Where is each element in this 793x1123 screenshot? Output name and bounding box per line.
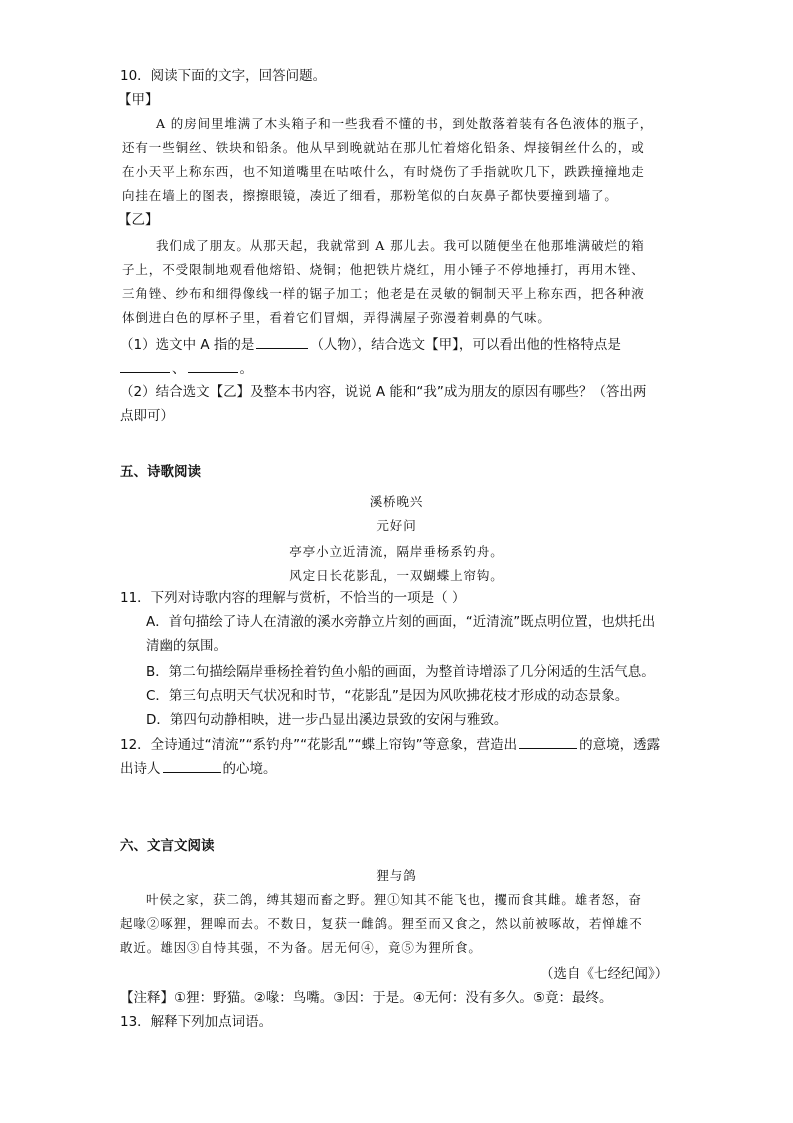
answer-blank-trait-2[interactable] (188, 358, 238, 373)
source-citation: （选自《七经纪闻》） (540, 966, 669, 982)
yi-line-2: 子上，不受限制地观看他熔铅、烧铜；他把铁片烧红，用小锤子不停地捶打，再用木锉、 (122, 262, 645, 277)
poem-author: 元好问 (376, 518, 417, 533)
q11-option-a-line-1[interactable]: A．首句描绘了诗人在清澈的溪水旁静立片刻的画面，“近清流”既点明位置，也烘托出 (146, 614, 656, 630)
q10-intro: 10．阅读下面的文字，回答问题。 (120, 68, 327, 84)
jia-line-1: A 的房间里堆满了木头箱子和一些我看不懂的书，到处散落着装有各色液体的瓶子， (156, 116, 654, 131)
q10-sub1-line-2 (120, 358, 253, 379)
poem-line-2: 风定日长花影乱，一双蝴蝶上帘钩。 (289, 568, 504, 583)
poem-line-1: 亭亭小立近清流，隔岸垂杨系钓舟。 (289, 544, 504, 559)
q12-line-2 (120, 758, 277, 779)
q10-sub1-separator: 、 (172, 361, 186, 377)
q11-option-b[interactable]: B．第二句描绘隔岸垂杨拴着钓鱼小船的画面，为整首诗增添了几分闲适的生活气息。 (146, 664, 655, 680)
q11-option-d[interactable]: D．第四句动静相映，进一步凸显出溪边景致的安闲与雅致。 (146, 712, 508, 728)
q11-option-c[interactable]: C．第三句点明天气状况和时节，“花影乱”是因为风吹拂花枝才形成的动态景象。 (146, 688, 629, 704)
q11-option-a-line-2[interactable]: 清幽的氛围。 (146, 638, 227, 654)
classical-text-title: 狸与鸽 (376, 868, 417, 883)
q11-stem: 11．下列对诗歌内容的理解与赏析，不恰当的一项是（ ） (120, 590, 466, 606)
classical-text-line-2: 起喙②啄狸，狸嗥而去。不数日，复获一雌鸽。狸至而又食之，然以前被啄故，若惮雄不 (120, 916, 643, 931)
q12-line-1 (120, 734, 660, 755)
classical-text-line-1: 叶侯之家，获二鸽，缚其翅而畜之野。狸①知其不能飞也，攫而食其雌。雄者怒，奋 (146, 892, 642, 907)
q12-middle: 的意境，透露 (579, 737, 661, 753)
poem-title: 溪桥晚兴 (369, 494, 424, 509)
classical-text-line-3: 敢近。雄因③自恃其强，不为备。居无何④，竟⑤为狸所食。 (120, 940, 482, 955)
q10-sub2-line-2: 点即可） (120, 408, 174, 424)
yi-line-1: 我们成了朋友。从那天起，我就常到 A 那儿去。我可以随便坐在他那堆满破烂的箱 (156, 238, 645, 253)
answer-blank-feeling[interactable] (163, 758, 221, 773)
yi-line-3: 三角锉、纱布和细得像线一样的锯子加工；他老是在灵敏的铜制天平上称东西，把各种液 (122, 286, 645, 301)
jia-label: 【甲】 (118, 92, 159, 108)
annotation-notes: 【注释】①狸：野猫。②喙：鸟嘴。③因：于是。④无何：没有多久。⑤竟：最终。 (120, 990, 613, 1006)
q12-prefix: 12．全诗通过“清流”“系钓舟”“花影乱”“蝶上帘钩”等意象，营造出 (120, 737, 518, 753)
jia-line-3: 在小天平上称东西，也不知道嘴里在咕哝什么，有时烧伤了手指就吹几下，跌跌撞撞地走 (122, 164, 645, 179)
section-6-heading: 六、文言文阅读 (120, 838, 215, 854)
q12-prefix-2: 出诗人 (120, 761, 161, 777)
section-5-heading: 五、诗歌阅读 (120, 464, 201, 480)
jia-line-2: 还有一些铜丝、铁块和铅条。他从早到晚就站在那儿忙着熔化铅条、焊接铜丝什么的，或 (122, 140, 645, 155)
yi-label: 【乙】 (118, 212, 159, 228)
q10-sub2-line-1: （2）结合选文【乙】及整本书内容，说说 A 能和“我”成为朋友的原因有哪些？（答出两 (120, 384, 647, 400)
q10-sub1-prefix: （1）选文中 A 指的是 (120, 337, 255, 353)
q10-sub1-middle: （人物），结合选文【甲】，可以看出他的性格特点是 (310, 337, 621, 353)
answer-blank-trait-1[interactable] (120, 358, 170, 373)
q13-stem: 13．解释下列加点词语。 (120, 1014, 273, 1030)
q10-sub1-line-1 (120, 334, 621, 355)
q10-sub1-end: 。 (239, 361, 253, 377)
jia-line-4: 向挂在墙上的图表，擦擦眼镜，凑近了细看，那粉笔似的白灰鼻子都快要撞到墙了。 (122, 188, 618, 203)
answer-blank-person[interactable] (256, 334, 308, 349)
answer-blank-mood[interactable] (519, 734, 577, 749)
q12-end: 的心境。 (222, 761, 277, 777)
yi-line-4: 体倒进白色的厚杯子里，看着它们冒烟，弄得满屋子弥漫着刺鼻的气味。 (122, 310, 551, 325)
